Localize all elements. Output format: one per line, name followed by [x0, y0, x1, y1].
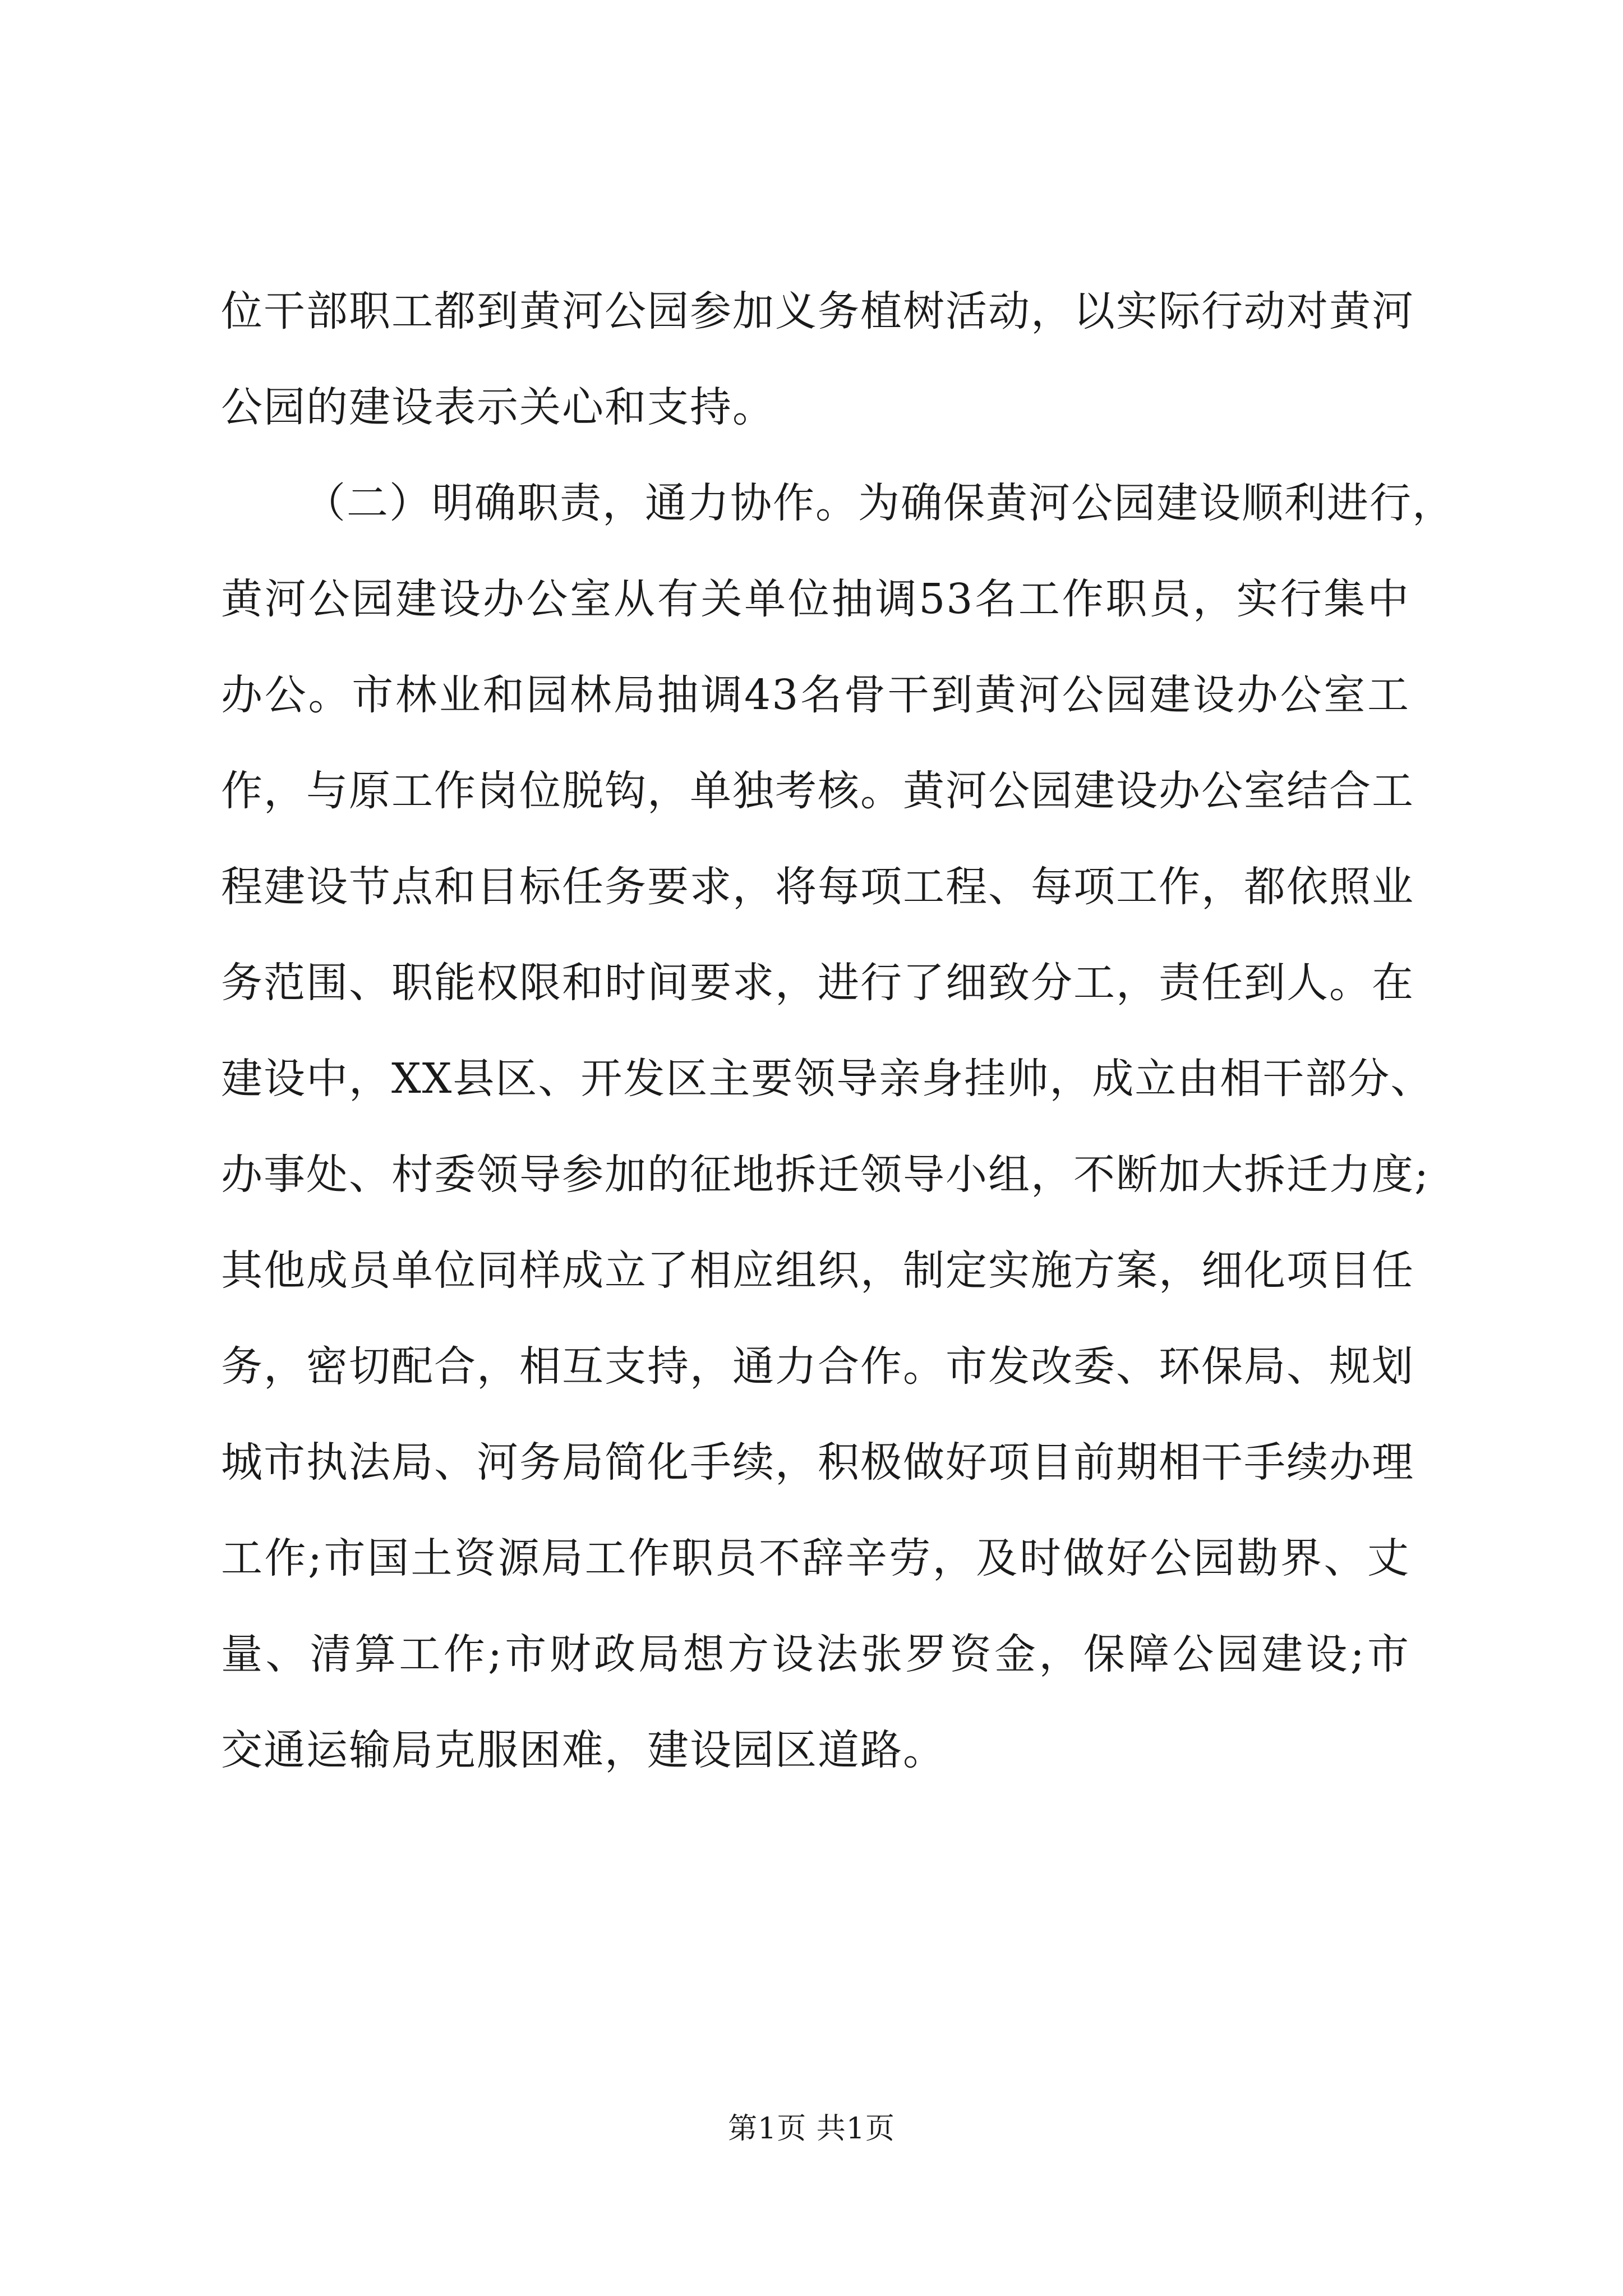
- text-line: 作，与原工作岗位脱钩，单独考核。黄河公园建设办公室结合工: [221, 767, 1414, 815]
- text-line: 黄河公园建设办公室从有关单位抽调53名工作职员，实行集中: [221, 575, 1410, 623]
- text-line: 务，密切配合，相互支持，通力合作。市发改委、环保局、规划: [221, 1342, 1414, 1391]
- text-line: 务范围、职能权限和时间要求，进行了细致分工，责任到人。在: [221, 959, 1414, 1007]
- body-text: [221, 264, 1455, 1798]
- text-line: 其他成员单位同样成立了相应组织，制定实施方案，细化项目任: [221, 1246, 1414, 1295]
- text-line: 工作;市国土资源局工作职员不辞辛劳，及时做好公园勘界、丈: [221, 1534, 1410, 1582]
- text-line: 位干部职工都到黄河公园参加义务植树活动，以实际行动对黄河: [221, 287, 1414, 335]
- paragraph-start-line: （二）明确职责，通力协作。为确保黄河公园建设顺利进行，: [304, 479, 1455, 527]
- text-line: 公园的建设表示关心和支持。: [221, 383, 775, 431]
- text-line: 程建设节点和目标任务要求，将每项工程、每项工作，都依照业: [221, 863, 1414, 911]
- text-line: 交通运输局克服困难，建设园区道路。: [221, 1726, 946, 1774]
- text-line: 办事处、村委领导参加的征地拆迁领导小组，不断加大拆迁力度;: [221, 1151, 1430, 1199]
- text-line: 量、清算工作;市财政局想方设法张罗资金，保障公园建设;市: [221, 1630, 1410, 1678]
- page-number-footer: 第1页 共1页: [728, 2112, 895, 2146]
- text-line: 城市执法局、河务局简化手续，积极做好项目前期相干手续办理: [221, 1438, 1414, 1487]
- text-line: 建设中，XX县区、开发区主要领导亲身挂帅，成立由相干部分、: [221, 1055, 1433, 1103]
- text-line: 办公。市林业和园林局抽调43名骨干到黄河公园建设办公室工: [221, 671, 1410, 719]
